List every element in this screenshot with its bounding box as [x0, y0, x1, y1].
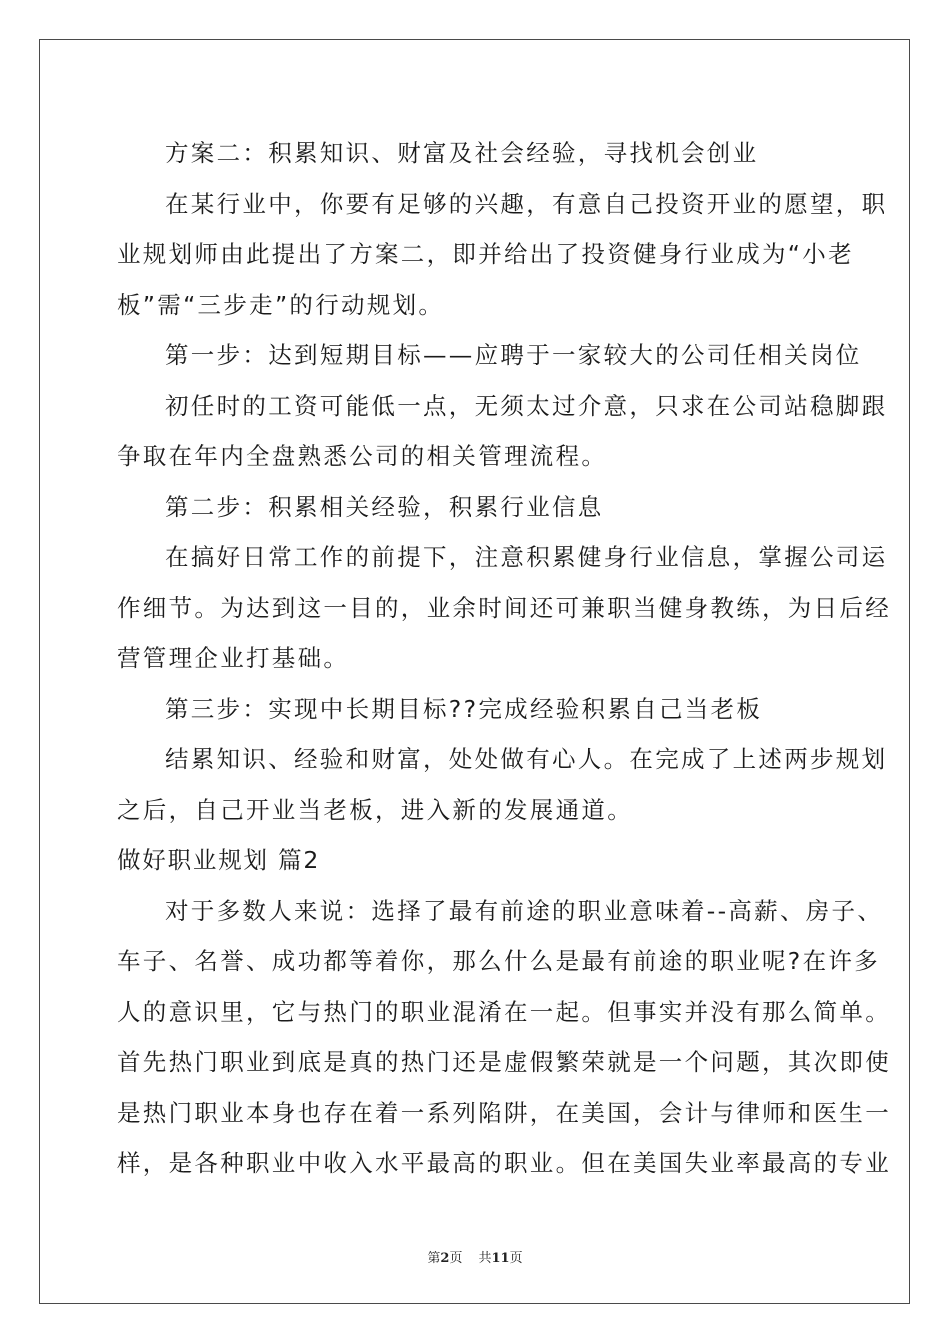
- paragraph-line: 营管理企业打基础。: [117, 644, 350, 672]
- paragraph-line: 板”需“三步走”的行动规划。: [117, 290, 445, 319]
- total-suffix: 页: [509, 1251, 523, 1266]
- paragraph-line: 样，是各种职业中收入水平最高的职业。但在美国失业率最高的专业: [117, 1149, 891, 1177]
- paragraph-line: 是热门职业本身也存在着一系列陷阱，在美国，会计与律师和医生一: [117, 1098, 891, 1127]
- paragraph-line: 对于多数人来说：选择了最有前途的职业意味着--高薪、房子、: [165, 896, 884, 925]
- paragraph-heading-step-two: 第二步：积累相关经验，积累行业信息: [165, 492, 604, 521]
- paragraph-line: 首先热门职业到底是真的热门还是虚假繁荣就是一个问题，其次即使: [117, 1048, 891, 1076]
- paragraph-line: 人的意识里，它与热门的职业混淆在一起。但事实并没有那么简单。: [117, 997, 891, 1026]
- paragraph-line: 之后，自己开业当老板，进入新的发展通道。: [117, 795, 633, 824]
- page-prefix: 第: [427, 1251, 441, 1266]
- paragraph-line: 在搞好日常工作的前提下，注意积累健身行业信息，掌握公司运: [165, 543, 888, 571]
- document-body: [117, 128, 891, 1189]
- paragraph-line: 争取在年内全盘熟悉公司的相关管理流程。: [117, 442, 608, 470]
- page-footer: [0, 1247, 950, 1266]
- section-title: 做好职业规划 篇2: [117, 846, 321, 874]
- paragraph-heading-step-three: 第三步：实现中长期目标??完成经验积累自己当老板: [165, 694, 763, 723]
- paragraph-line: 业规划师由此提出了方案二，即并给出了投资健身行业成为“小老: [117, 240, 854, 268]
- total-pages: 11: [491, 1251, 510, 1266]
- paragraph-heading-plan-two: 方案二：积累知识、财富及社会经验，寻找机会创业: [165, 139, 759, 167]
- page-number: 2: [440, 1251, 450, 1266]
- paragraph-heading-step-one: 第一步：达到短期目标——应聘于一家较大的公司任相关岗位: [165, 341, 862, 369]
- paragraph-line: 初任时的工资可能低一点，无须太过介意，只求在公司站稳脚跟: [165, 391, 888, 420]
- page-suffix: 页: [449, 1251, 463, 1266]
- paragraph-line: 在某行业中，你要有足够的兴趣，有意自己投资开业的愿望，职: [165, 189, 888, 218]
- paragraph-line: 车子、名誉、成功都等着你，那么什么是最有前途的职业呢?在许多: [117, 947, 880, 975]
- paragraph-line: 结累知识、经验和财富，处处做有心人。在完成了上述两步规划: [165, 745, 888, 773]
- paragraph-line: 作细节。为达到这一目的，业余时间还可兼职当健身教练，为日后经: [117, 593, 891, 622]
- total-prefix: 共: [478, 1251, 492, 1266]
